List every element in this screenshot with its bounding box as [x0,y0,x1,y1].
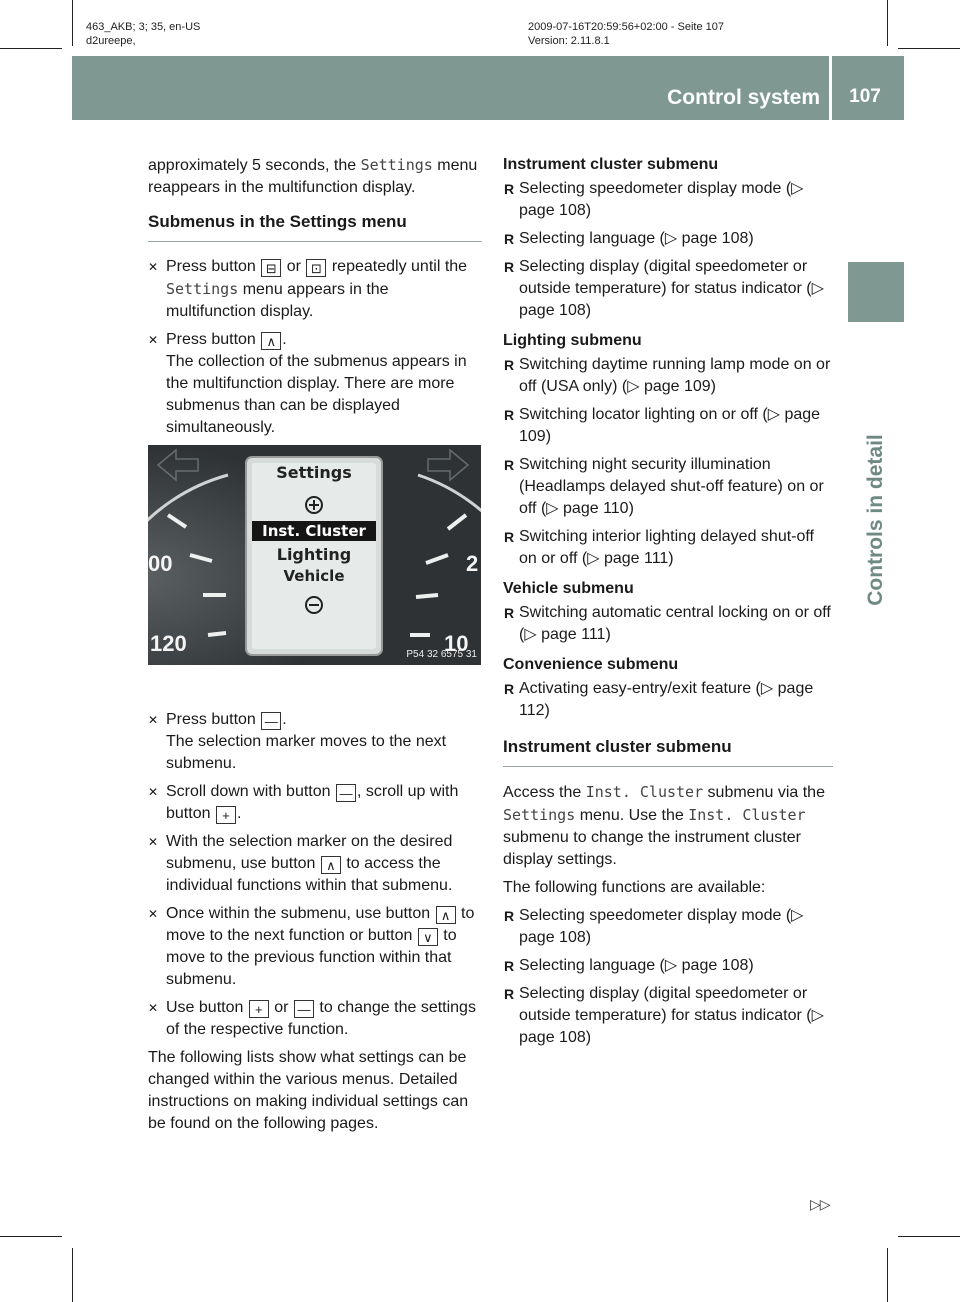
meta-line: d2ureepe, [86,35,136,47]
list-item: R Selecting speedometer display mode (▷ page 108) [504,907,804,946]
print-meta-right [528,20,724,48]
section-tab [848,262,904,322]
intro-paragraph: approximately 5 seconds, the Settings menu reappears in the multifunction display. [148,156,478,196]
menu-forward-button-icon: ⊡ [306,259,326,277]
meta-line: Version: 2.11.8.1 [528,35,610,47]
minus-button-icon: — [336,784,356,802]
list-item: R Activating easy-entry/exit feature (▷ page 112) [504,680,814,719]
crop-mark [887,0,888,46]
instruction-step: ✕ With the selection marker on the desired submenu, use button ∧ to access the individual functions within that submenu. [148,833,453,894]
scroll-next-button-icon: ∧ [321,856,341,874]
list-item: R Switching daytime running lamp mode on or off (USA only) (▷ page 109) [504,356,831,395]
instruction-step: ✕ Press button ⊟ or ⊡ repeatedly until the Settings menu appears in the multifunction display. [148,258,468,320]
subsection-heading: Instrument cluster submenu [503,156,719,173]
display-item-selected: Inst. Cluster [262,522,366,540]
list-item: R Switching automatic central locking on or off (▷ page 111) [504,604,831,643]
section-heading: Instrument cluster submenu [503,736,833,767]
gauge-label: 00 [148,551,173,576]
section-label: Controls in detail [864,434,887,606]
list-item: R Selecting language (▷ page 108) [504,230,754,247]
crop-mark [0,1236,62,1237]
gauge-label: 2 [466,551,479,576]
instruction-step: ✕ Press button — . The selection marker moves to the next submenu. [148,711,447,772]
minus-button-icon: — [294,1000,314,1018]
right-column [503,154,833,1055]
display-item: Lighting [276,545,352,564]
menu-back-button-icon: ⊟ [261,259,281,277]
crop-mark [0,48,62,49]
list-item: R Switching interior lighting delayed shut-off on or off (▷ page 111) [504,528,814,567]
section-heading: Submenus in the Settings menu [148,211,482,242]
plus-button-icon: + [249,1000,269,1018]
scroll-next-button-icon: ∧ [261,332,281,350]
meta-line: 463_AKB; 3; 35, en-US [86,21,201,33]
crop-mark [887,1248,888,1302]
subsection-heading: Vehicle submenu [503,580,634,597]
page-number: 107 [849,86,881,107]
list-item: R Selecting display (digital speedometer or outside temperature) for status indicator (▷ page 108) [504,258,824,319]
display-title: Settings [276,463,352,482]
outro-paragraph: The following lists show what settings can be changed within the various menus. Detailed instructions on making individual settings can be found on the following pages. [148,1049,469,1132]
list-item: R Switching night security illumination (Headlamps delayed shut-off feature) on or off (▷ page 110) [504,456,824,517]
crop-mark [898,1236,960,1237]
list-item: R Switching locator lighting on or off (▷ page 109) [504,406,821,445]
crop-mark [72,1248,73,1302]
meta-line: 2009-07-16T20:59:56+02:00 - Seite 107 [528,21,725,33]
body-paragraph: Access the Inst. Cluster submenu via the Settings menu. Use the Inst. Cluster submenu to change the instrument cluster display settings. [503,783,825,868]
header-divider [829,56,832,120]
instrument-cluster-photo [148,445,481,665]
list-item: R Selecting language (▷ page 108) [504,957,754,974]
instruction-step: ✕ Press button ∧ . The collection of the submenus appears in the multifunction display. There are more submenus than can be displayed simultaneously. [148,331,467,436]
instruction-step: ✕ Use button + or — to change the settings of the respective function. [148,999,476,1038]
photo-code: P54 32 6575 31 [406,649,477,660]
gauge-label: 120 [150,631,187,656]
list-item: R Selecting speedometer display mode (▷ page 108) [504,180,804,219]
subsection-heading: Lighting submenu [503,332,642,349]
gauge-label: 10 [444,631,469,656]
minus-button-icon: — [261,712,281,730]
instruction-step: ✕ Scroll down with button — , scroll up with button + . [148,783,459,823]
display-item: Vehicle [283,567,345,585]
list-item: R Selecting display (digital speedometer or outside temperature) for status indicator (▷ page 108) [504,985,824,1046]
instruction-step: ✕ Once within the submenu, use button ∧ to move to the next function or button ∨ to move to the previous function within that submenu. [148,905,475,988]
scroll-previous-button-icon: ∨ [418,928,438,946]
subsection-heading: Convenience submenu [503,656,679,673]
body-paragraph: The following functions are available: [503,879,766,896]
crop-mark [72,0,73,46]
plus-button-icon: + [216,806,236,824]
continued-arrow-icon: ▷▷ [810,1196,830,1212]
page-title: Control system [667,86,820,109]
print-meta-left [86,20,200,48]
scroll-next-button-icon: ∧ [436,906,456,924]
crop-mark [898,48,960,49]
